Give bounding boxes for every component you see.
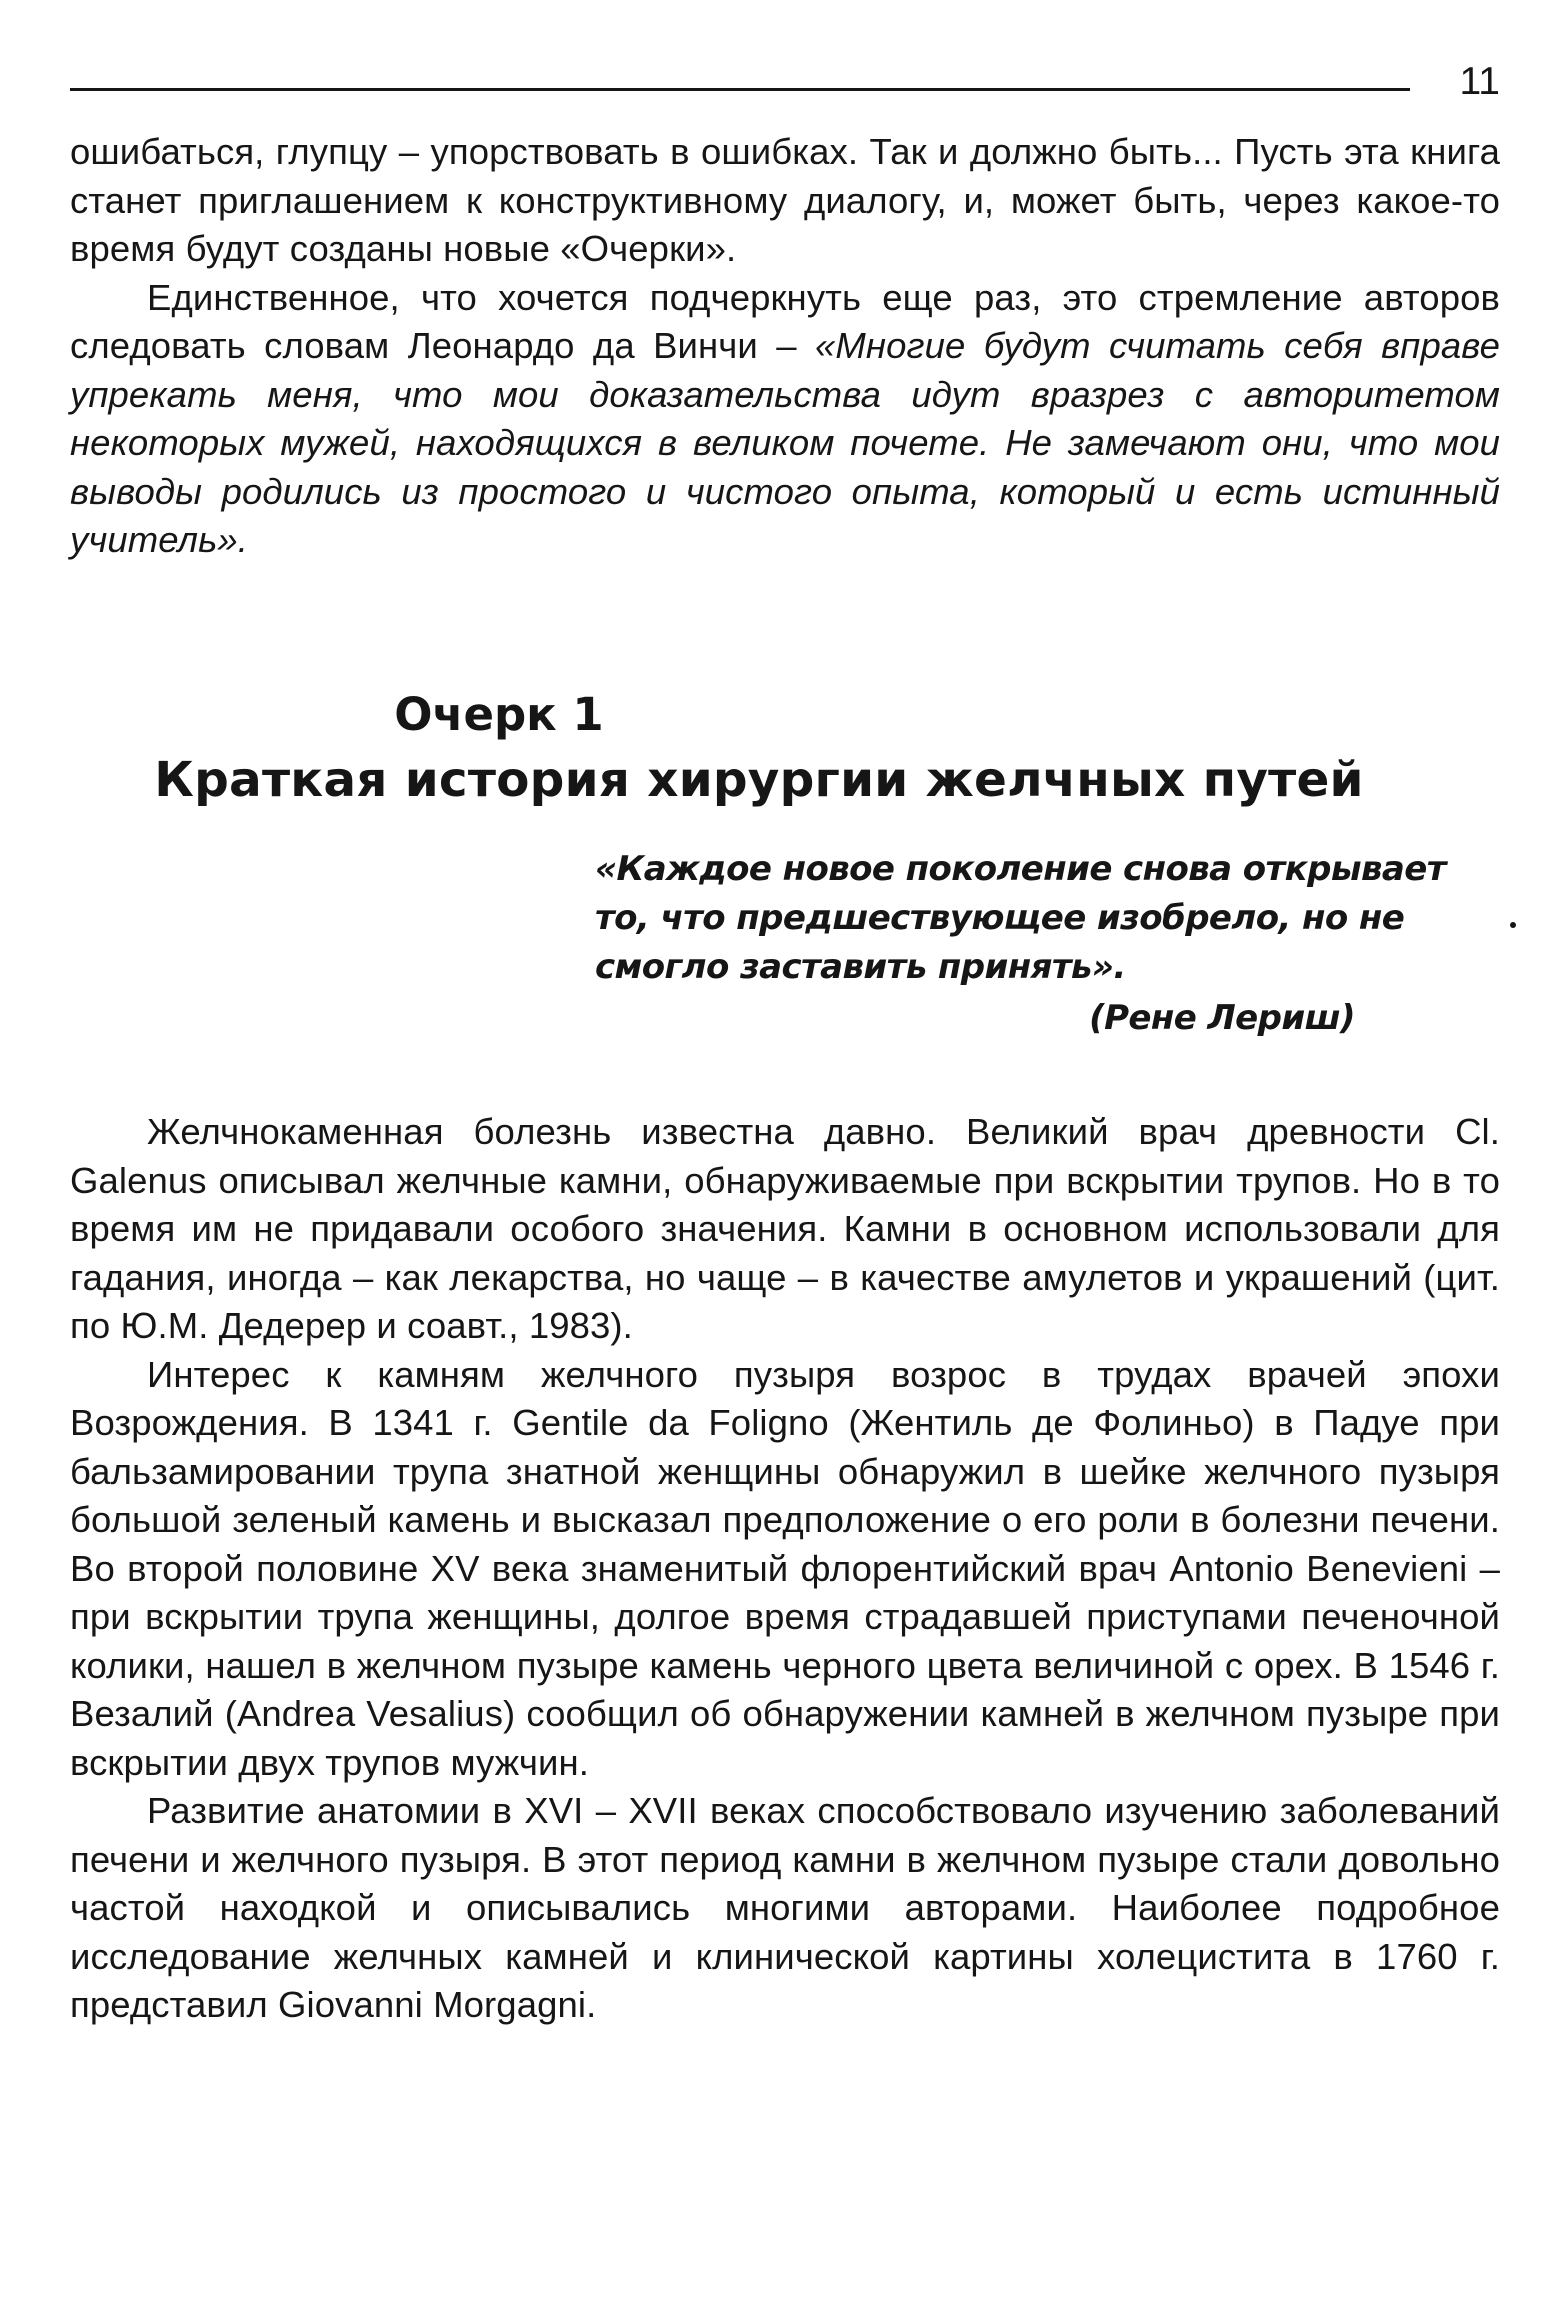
intro-section <box>70 128 1500 565</box>
body-paragraph: Развитие анатомии в XVI – XVII веках способствовало изучению заболеваний печени и желчного пузыря. В этот период камни в желчном пузыре стали довольно частой находкой и описывались многими авторами. Наиболее подробное исследование желчных камней и клинической картины холецистита в 1760 г. представил Giovanni Morgagni. <box>70 1790 1500 2025</box>
body-paragraph: Желчнокаменная болезнь известна давно. Великий врач древности Cl. Galenus описывал желчные камни, обнаруживаемые при вскрытии трупов. Но в то время им не придавали особого значения. Камни в основном использовали для гадания, иногда – как лекарства, но чаще – в качестве амулетов и украшений (цит. по Ю.М. Дедерер и соавт., 1983). <box>70 1111 1500 1346</box>
body-paragraph: Интерес к камням желчного пузыря возрос в трудах врачей эпохи Возрождения. В 1341 г. Gentile da Foligno (Жентиль де Фолиньо) в Падуе при бальзамировании трупа знатной женщины обнаружил в шейке желчного пузыря большой зеленый камень и высказал предположение о его роли в болезни печени. Во второй половине XV века знаменитый флорентийский врач Antonio Benevieni – при вскрытии трупа женщины, долгое время страдавшей приступами печеночной колики, нашел в желчном пузыре камень черного цвета величиной с орех. В 1546 г. Везалий (Andrea Vesalius) сообщил об обнаружении камней в желчном пузыре при вскрытии двух трупов мужчин. <box>70 1353 1500 1783</box>
leonardo-quote: «Многие будут считать себя вправе упрекать меня, что мои доказательства идут вразрез с авторитетом некоторых мужей, находящихся в великом почете. Не замечают они, что мои выводы родились из простого и чистого опыта, который и есть истинный учитель». <box>70 325 1500 560</box>
epigraph-author: (Рене Лериш) <box>1089 998 1355 1038</box>
main-section <box>70 1108 1500 2030</box>
page-number: 11 <box>1459 60 1500 103</box>
stray-mark <box>1510 922 1516 928</box>
chapter-title: Краткая история хирургии желчных путей <box>154 752 1364 808</box>
chapter-number: Очерк 1 <box>394 688 604 741</box>
epigraph <box>595 845 1495 1043</box>
intro-paragraph <box>70 274 1500 565</box>
page-header <box>70 60 1500 110</box>
header-rule <box>70 88 1410 91</box>
intro-paragraph: ошибаться, глупцу – упорствовать в ошибках. Так и должно быть... Пусть эта книга станет приглашением к конструктивному диалогу, и, может быть, через какое-то время будут созданы новые «Очерки». <box>70 131 1500 269</box>
epigraph-quote: «Каждое новое поколение снова открывает то, что предшествующее изобрело, но не смогло заставить принять». <box>595 849 1446 987</box>
intro-text: Единственное, что хочется подчеркнуть еще раз, это стремление авторов следовать словам Леонардо да Винчи – <box>70 276 1500 366</box>
